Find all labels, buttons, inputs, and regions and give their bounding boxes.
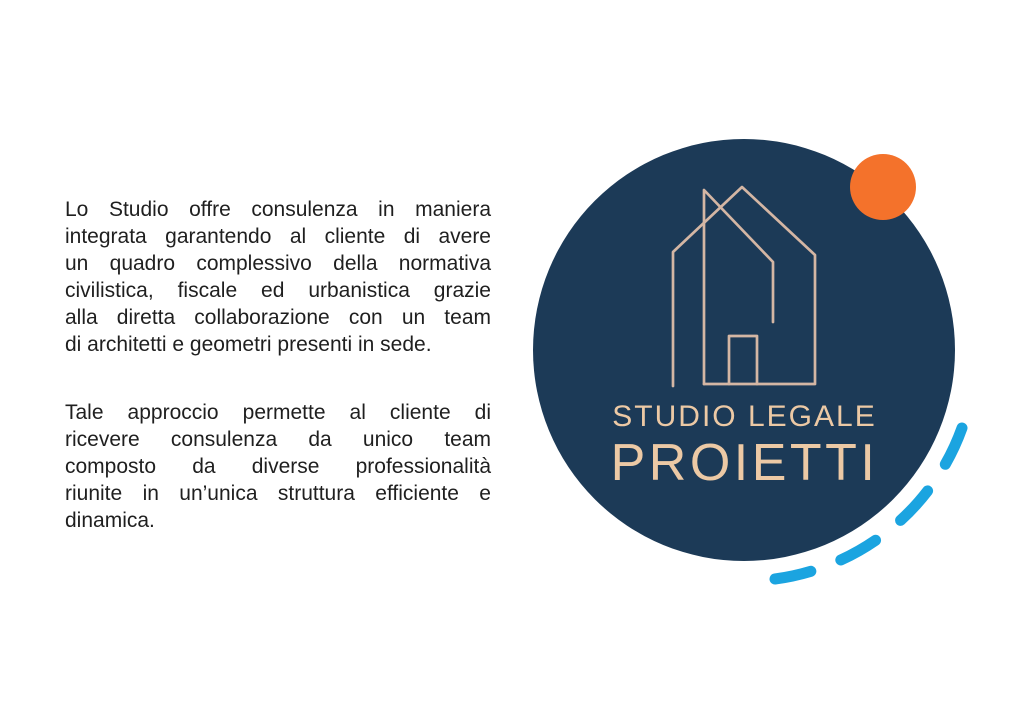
text-line: ricevere consulenza da unico team [65, 428, 491, 451]
text-line: Lo Studio offre consulenza in maniera [65, 198, 491, 221]
logo-studio-legale-text: STUDIO LEGALE [612, 400, 877, 433]
text-line: un quadro complessivo della normativa [65, 252, 491, 275]
orange-dot [850, 154, 916, 220]
text-line: civilistica, fiscale ed urbanistica grazie [65, 279, 491, 302]
text-line: integrata garantendo al cliente di avere [65, 225, 491, 248]
text-line: dinamica. [65, 509, 155, 532]
text-line: Tale approccio permette al cliente di [65, 401, 491, 424]
text-line: composto da diverse professionalità [65, 455, 491, 478]
text-line: alla diretta collaborazione con un team [65, 306, 491, 329]
logo-wordmark [534, 400, 955, 492]
logo-proietti-text: PROIETTI [610, 434, 879, 492]
text-line: di architetti e geometri presenti in sede. [65, 333, 432, 356]
text-line: riunite in un’unica struttura efficiente e [65, 482, 491, 505]
